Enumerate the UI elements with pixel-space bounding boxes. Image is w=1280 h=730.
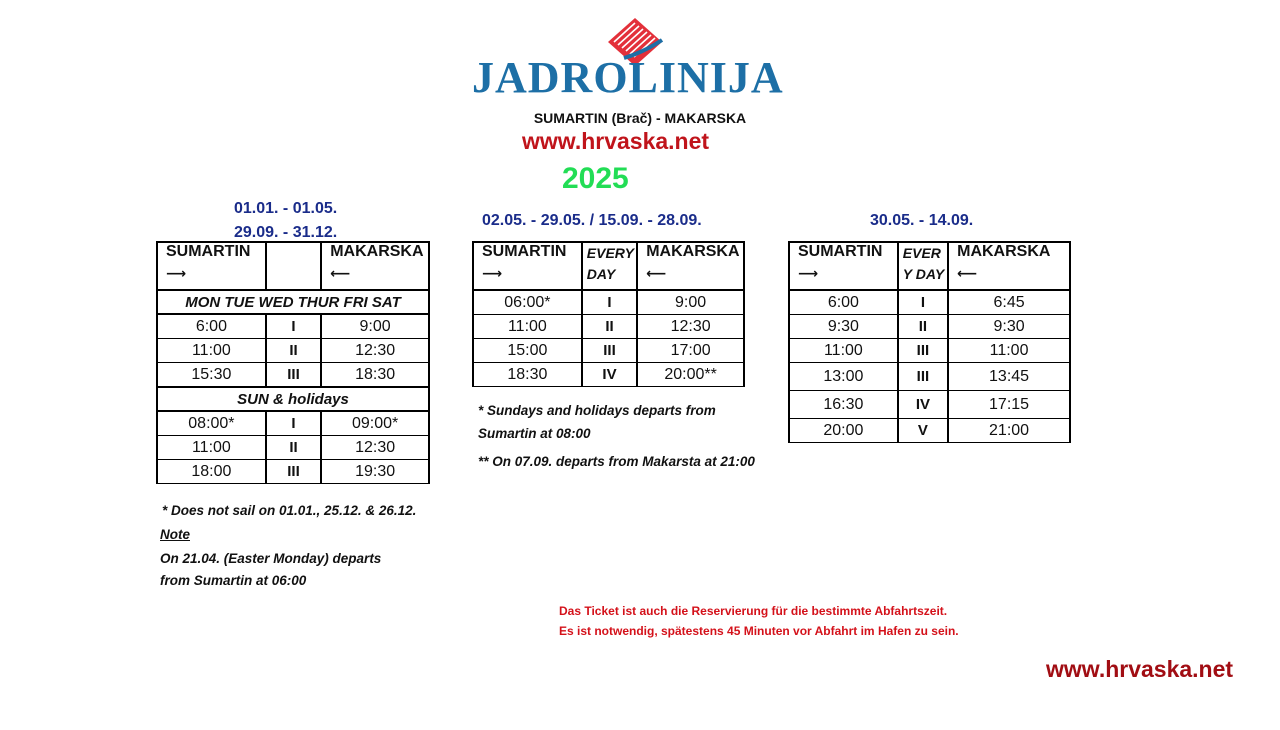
arr-time: 9:30 (948, 315, 1070, 339)
year-title: 2025 (562, 162, 629, 195)
dep-time: 6:00 (789, 290, 898, 315)
note-title: Note (160, 527, 190, 542)
reservation-notice (559, 601, 959, 641)
dep-time: 9:30 (789, 315, 898, 339)
period-3: 30.05. - 14.09. (870, 212, 974, 229)
dep-time: 13:00 (789, 363, 898, 391)
dep-time: 11:00 (157, 339, 266, 363)
col-header-sumartin: SUMARTIN ⟶ (157, 242, 266, 290)
note-line-1: On 21.04. (Easter Monday) departs (160, 551, 382, 566)
line-number: III (266, 460, 321, 484)
footnote-makarska: ** On 07.09. departs from Makarsta at 21:00 (478, 454, 755, 469)
arr-time: 18:30 (321, 363, 429, 388)
dep-time: 6:00 (157, 314, 266, 339)
period-1b: 29.09. - 31.12. (234, 224, 338, 241)
arr-time: 11:00 (948, 339, 1070, 363)
line-number: V (898, 419, 948, 443)
arrow-left-icon: ⟵ (330, 265, 351, 281)
website-link-top[interactable]: www.hrvaska.net (522, 128, 710, 154)
col-header-sumartin: SUMARTIN ⟶ (473, 242, 582, 290)
dep-time: 16:30 (789, 391, 898, 419)
line-number: IV (898, 391, 948, 419)
arrow-right-icon: ⟶ (798, 265, 819, 281)
line-number: II (266, 436, 321, 460)
arr-time: 9:00 (637, 290, 744, 315)
brand-name: JADROLINIJA (472, 53, 784, 102)
dep-time: 15:00 (473, 339, 582, 363)
line-number: II (898, 315, 948, 339)
line-number: I (266, 411, 321, 436)
website-link-bottom[interactable]: www.hrvaska.net (1046, 656, 1234, 682)
arr-time: 21:00 (948, 419, 1070, 443)
timetable-winter (156, 241, 430, 484)
line-number: III (898, 339, 948, 363)
dep-time: 15:30 (157, 363, 266, 388)
dep-time: 08:00* (157, 411, 266, 436)
dep-time: 18:30 (473, 363, 582, 387)
arr-time: 13:45 (948, 363, 1070, 391)
arrow-left-icon: ⟵ (957, 265, 978, 281)
arr-time: 19:30 (321, 460, 429, 484)
dep-time: 06:00* (473, 290, 582, 315)
col-header-makarska: MAKARSKA ⟵ (321, 242, 429, 290)
dep-time: 11:00 (789, 339, 898, 363)
dep-time: 20:00 (789, 419, 898, 443)
line-number: II (266, 339, 321, 363)
arrow-right-icon: ⟶ (166, 265, 187, 281)
line-number: I (582, 290, 637, 315)
notice-line-2: Es ist notwendig, spätestens 45 Minuten vor Abfahrt im Hafen zu sein. (559, 624, 959, 638)
section-sundays: SUN & holidays (157, 387, 429, 411)
arr-time: 17:15 (948, 391, 1070, 419)
arr-time: 12:30 (637, 315, 744, 339)
line-number: I (898, 290, 948, 315)
arr-time: 6:45 (948, 290, 1070, 315)
line-number: IV (582, 363, 637, 387)
line-number: I (266, 314, 321, 339)
timetable-shoulder (472, 241, 745, 387)
arr-time: 17:00 (637, 339, 744, 363)
period-2: 02.05. - 29.05. / 15.09. - 28.09. (482, 212, 702, 229)
dep-time: 18:00 (157, 460, 266, 484)
dep-time: 11:00 (473, 315, 582, 339)
arr-time: 20:00** (637, 363, 744, 387)
line-number: II (582, 315, 637, 339)
col-header-makarska: MAKARSKA ⟵ (637, 242, 744, 290)
arrow-left-icon: ⟵ (646, 265, 667, 281)
line-number: III (266, 363, 321, 388)
arr-time: 09:00* (321, 411, 429, 436)
timetable-summer (788, 241, 1071, 443)
footnote-no-sail: * Does not sail on 01.01., 25.12. & 26.12. (162, 503, 417, 518)
col-header-every-day: EVERY DAY (582, 242, 637, 290)
arr-time: 12:30 (321, 339, 429, 363)
section-weekdays: MON TUE WED THUR FRI SAT (157, 290, 429, 314)
arrow-right-icon: ⟶ (482, 265, 503, 281)
notice-line-1: Das Ticket ist auch die Reservierung für die bestimmte Abfahrtszeit. (559, 604, 948, 618)
footnote-sundays-2: Sumartin at 08:00 (478, 426, 591, 441)
dep-time: 11:00 (157, 436, 266, 460)
col-header-makarska: MAKARSKA ⟵ (948, 242, 1070, 290)
col-header-every-day: EVER Y DAY (898, 242, 948, 290)
arr-time: 9:00 (321, 314, 429, 339)
note-line-2: from Sumartin at 06:00 (160, 573, 307, 588)
period-1a: 01.01. - 01.05. (234, 200, 338, 217)
arr-time: 12:30 (321, 436, 429, 460)
route-title: SUMARTIN (Brač) - MAKARSKA (533, 110, 747, 126)
footnote-sundays-1: * Sundays and holidays departs from (478, 403, 716, 418)
col-header-empty (266, 242, 321, 290)
col-header-sumartin: SUMARTIN ⟶ (789, 242, 898, 290)
line-number: III (898, 363, 948, 391)
line-number: III (582, 339, 637, 363)
